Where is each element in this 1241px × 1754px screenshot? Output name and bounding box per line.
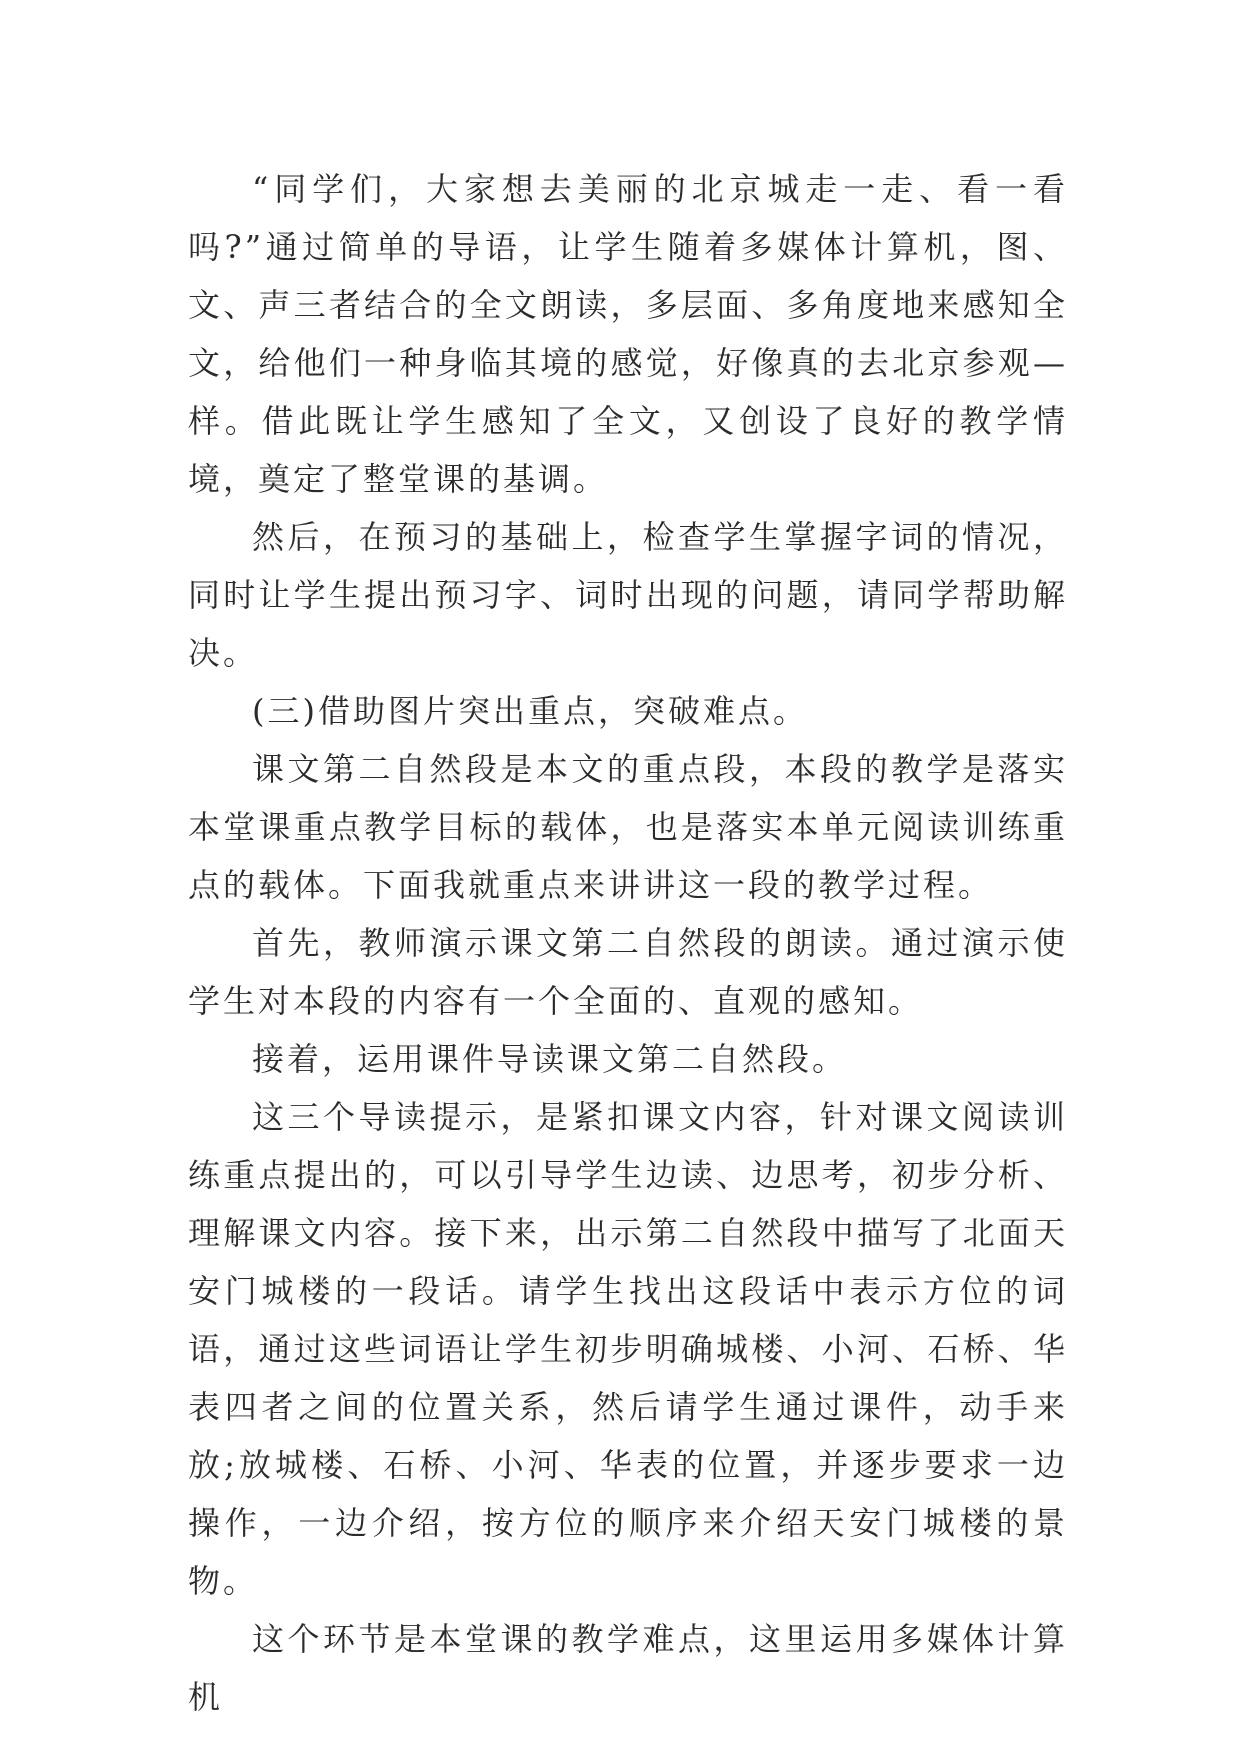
paragraph-key-section: 课文第二自然段是本文的重点段，本段的教学是落实本堂课重点教学目标的载体，也是落实本单元阅读训练重点的载体。下面我就重点来讲讲这一段的教学过程。 — [188, 750, 1068, 904]
section-heading-3: (三)借助图片突出重点，突破难点。 — [252, 692, 808, 730]
document-body — [188, 160, 1068, 1726]
paragraph-preview-check: 然后，在预习的基础上，检查学生掌握字词的情况，同时让学生提出预习字、词时出现的问题，请同学帮助解决。 — [188, 518, 1068, 672]
paragraph-difficulty: 这个环节是本堂课的教学难点，这里运用多媒体计算机 — [188, 1620, 1068, 1716]
paragraph-courseware-guide: 接着，运用课件导读课文第二自然段。 — [252, 1040, 848, 1078]
paragraph-intro-quote: “同学们，大家想去美丽的北京城走一走、看一看吗?”通过简单的导语，让学生随着多媒体计算机，图、文、声三者结合的全文朗读，多层面、多角度地来感知全文，给他们一种身临其境的感觉，好像真的去北京参观—样。借此既让学生感知了全文，又创设了良好的教学情境，奠定了整堂课的基调。 — [188, 170, 1068, 498]
paragraph-guide-prompts: 这三个导读提示，是紧扣课文内容，针对课文阅读训练重点提出的，可以引导学生边读、边思考，初步分析、理解课文内容。接下来，出示第二自然段中描写了北面天安门城楼的一段话。请学生找出这段话中表示方位的词语，通过这些词语让学生初步明确城楼、小河、石桥、华表四者之间的位置关系，然后请学生通过课件，动手来放;放城楼、石桥、小河、华表的位置，并逐步要求一边操作，一边介绍，按方位的顺序来介绍天安门城楼的景物。 — [188, 1098, 1068, 1600]
paragraph-teacher-demo: 首先，教师演示课文第二自然段的朗读。通过演示使学生对本段的内容有一个全面的、直观的感知。 — [188, 924, 1068, 1020]
